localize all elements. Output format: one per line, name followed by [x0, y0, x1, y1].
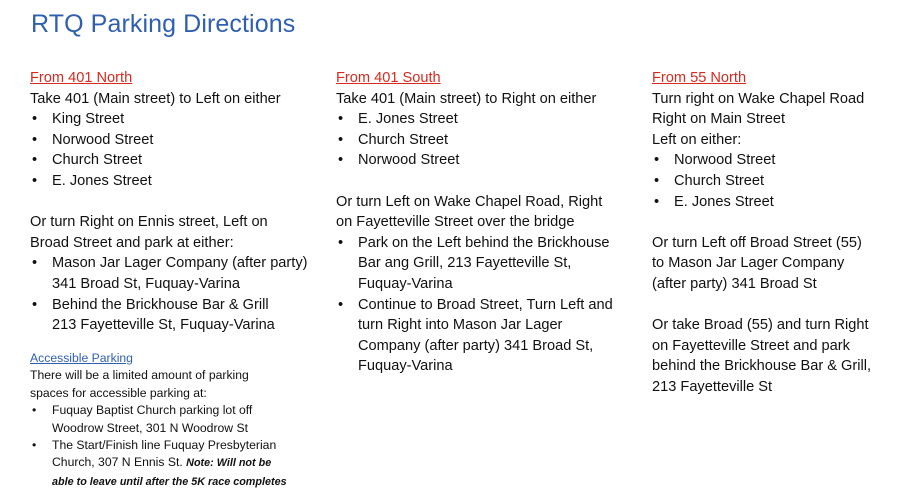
list-item: • Norwood Street	[652, 150, 892, 171]
parking-options-401-north	[30, 253, 330, 335]
option-line: Bar ang Grill, 213 Fayetteville St,	[358, 255, 572, 272]
accessible-line: Church, 307 N Ennis St.	[52, 455, 183, 470]
alt-route-line: to Mason Jar Lager Company	[652, 255, 845, 272]
accessible-note: able to leave until after the 5K race completes	[52, 475, 287, 488]
option-line: Behind the Brickhouse Bar & Grill	[52, 296, 269, 313]
accessible-line: Fuquay Baptist Church parking lot off	[52, 403, 253, 418]
option-line: 341 Broad St, Fuquay-Varina	[52, 275, 240, 292]
column-401-north	[30, 68, 330, 336]
page-title: RTQ Parking Directions	[31, 10, 296, 38]
option-line: Fuquay-Varina	[358, 275, 453, 292]
alt-route-line: on Fayetteville Street and park	[652, 337, 850, 354]
alt-route-line: 213 Fayetteville St	[652, 378, 773, 395]
alt-route-line: Or turn Left on Wake Chapel Road, Right	[336, 193, 603, 210]
accessible-line: Woodrow Street, 301 N Woodrow St	[52, 420, 248, 435]
accessible-line: The Start/Finish line Fuquay Presbyterian	[52, 438, 277, 453]
option-line: turn Right into Mason Jar Lager	[358, 317, 563, 334]
alt-route-line: (after party) 341 Broad St	[652, 275, 817, 292]
alt-route-line: Or turn Left off Broad Street (55)	[652, 234, 862, 251]
option-line: Park on the Left behind the Brickhouse	[358, 234, 610, 251]
heading-401-south: From 401 South	[336, 70, 441, 86]
list-item	[30, 437, 330, 491]
accessible-parking-link[interactable]: Accessible Parking	[30, 351, 133, 365]
streets-401-south	[336, 109, 636, 171]
option-line: Fuquay-Varina	[358, 358, 453, 375]
list-item	[30, 253, 330, 294]
streets-55-north	[652, 150, 892, 212]
alt-route-line: Broad Street and park at either:	[30, 234, 234, 251]
option-line: Company (after party) 341 Broad St,	[358, 337, 594, 354]
intro-55-north: Left on either:	[652, 131, 742, 148]
list-item: • E. Jones Street	[336, 109, 636, 130]
list-item	[30, 295, 330, 336]
list-item: • E. Jones Street	[30, 171, 330, 192]
accessible-intro-line: spaces for accessible parking at:	[30, 385, 207, 400]
streets-401-north	[30, 109, 330, 191]
list-item: • Church Street	[652, 171, 892, 192]
accessible-intro-line: There will be a limited amount of parking	[30, 368, 249, 383]
list-item: • Norwood Street	[336, 150, 636, 171]
accessible-parking-section	[30, 350, 330, 491]
list-item: • Church Street	[30, 150, 330, 171]
column-401-south	[336, 68, 636, 377]
list-item: • E. Jones Street	[652, 192, 892, 213]
intro-401-north: Take 401 (Main street) to Left on either	[30, 90, 281, 107]
column-55-north	[652, 68, 892, 398]
option-line: 213 Fayetteville St, Fuquay-Varina	[52, 317, 275, 334]
parking-options-401-south	[336, 233, 636, 377]
option-line: Mason Jar Lager Company (after party)	[52, 255, 308, 272]
heading-401-north: From 401 North	[30, 70, 133, 86]
alt-route-line: on Fayetteville Street over the bridge	[336, 214, 575, 231]
intro-55-north: Turn right on Wake Chapel Road	[652, 90, 865, 107]
accessible-note: Note: Will not be	[186, 457, 272, 470]
list-item	[336, 233, 636, 295]
intro-55-north: Right on Main Street	[652, 111, 786, 128]
list-item: • King Street	[30, 109, 330, 130]
alt-route-line: Or take Broad (55) and turn Right	[652, 317, 869, 334]
intro-401-south: Take 401 (Main street) to Right on either	[336, 90, 597, 107]
option-line: Continue to Broad Street, Turn Left and	[358, 296, 613, 313]
accessible-list	[30, 402, 330, 491]
list-item: • Church Street	[336, 130, 636, 151]
list-item	[30, 402, 330, 437]
alt-route-line: behind the Brickhouse Bar & Grill,	[652, 358, 872, 375]
heading-55-north: From 55 North	[652, 70, 747, 86]
list-item	[336, 295, 636, 377]
list-item: • Norwood Street	[30, 130, 330, 151]
alt-route-line: Or turn Right on Ennis street, Left on	[30, 214, 268, 231]
